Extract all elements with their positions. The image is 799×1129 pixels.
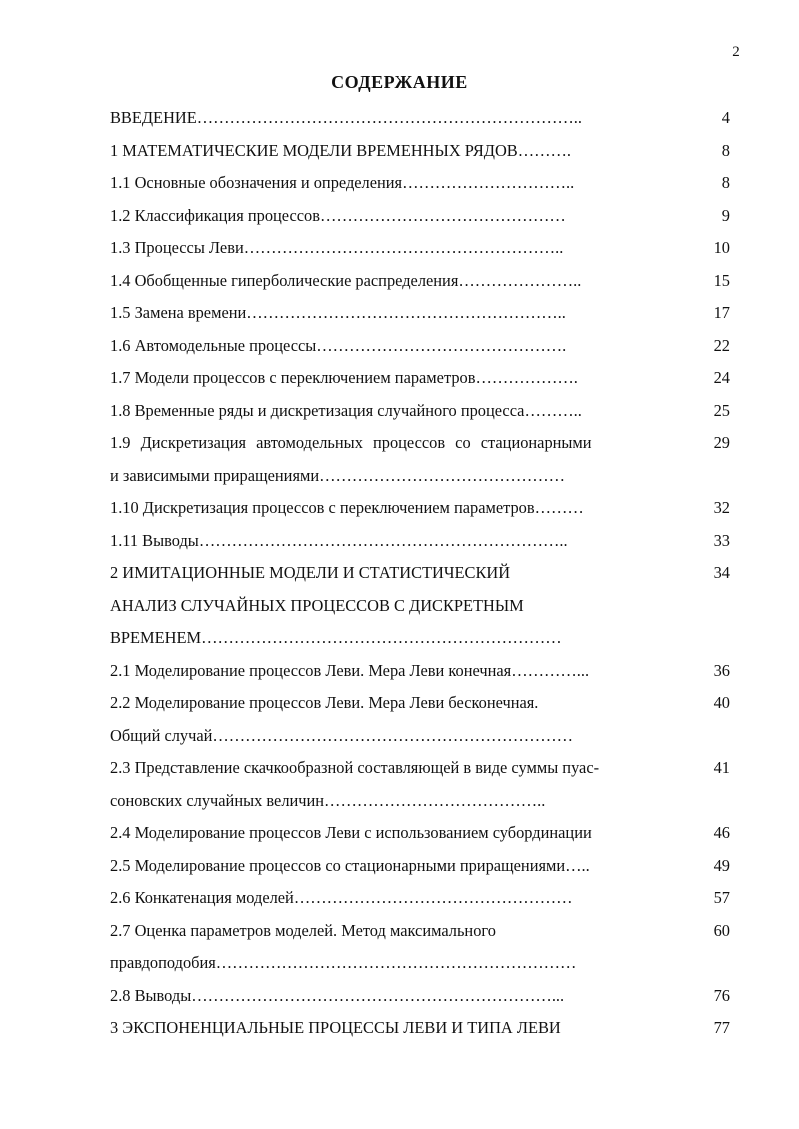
toc-entry-text: АНАЛИЗ СЛУЧАЙНЫХ ПРОЦЕССОВ С ДИСКРЕТНЫМ <box>110 595 524 615</box>
toc-entry <box>110 915 730 948</box>
toc-entry-text: 1.1 Основные обозначения и определения………………………….. <box>110 173 575 192</box>
toc-entry-page: 34 <box>713 563 730 582</box>
toc-entry <box>110 492 730 525</box>
toc-entry-text: соновских случайных величин………………………………….. <box>110 790 546 810</box>
toc-entry-text: Общий случай………………………………………………………… <box>110 725 573 745</box>
toc-entry-page: 49 <box>713 855 730 875</box>
toc-entry <box>110 330 730 363</box>
toc-entry-page: 33 <box>713 530 730 550</box>
toc-entry-page: 22 <box>713 335 730 355</box>
toc-entry-text: 1 МАТЕМАТИЧЕСКИЕ МОДЕЛИ ВРЕМЕННЫХ РЯДОВ………. <box>110 140 571 160</box>
toc-entry <box>110 135 730 168</box>
toc-entry-text: 2.5 Моделирование процессов со стационарными приращениями….. <box>110 855 590 875</box>
toc-entry-text: 1.6 Автомодельные процессы………………………………………. <box>110 335 567 355</box>
toc-entry-page: 24 <box>713 368 730 387</box>
toc-entry <box>110 460 730 493</box>
toc-entry <box>110 622 730 655</box>
toc-entry-page: 4 <box>721 108 730 127</box>
toc-entry-text: 1.3 Процессы Леви………………………………………………….. <box>110 238 564 257</box>
toc-entry-page: 46 <box>713 823 730 842</box>
toc-entry-page: 10 <box>713 238 730 257</box>
toc-entry-page: 9 <box>721 205 730 225</box>
toc-entry-page: 29 <box>713 433 730 452</box>
toc-entry <box>110 817 730 850</box>
toc-entry-text: 1.11 Выводы………………………………………………………….. <box>110 530 568 550</box>
toc-entry-text: 1.8 Временные ряды и дискретизация случайного процесса……….. <box>110 400 582 420</box>
toc-entry-text: 2 ИМИТАЦИОННЫЕ МОДЕЛИ И СТАТИСТИЧЕСКИЙ <box>110 563 511 582</box>
toc-entry <box>110 265 730 298</box>
toc-entry <box>110 525 730 558</box>
page-number: 2 <box>732 44 740 60</box>
toc-entry-page: 25 <box>713 400 730 420</box>
toc-entry-text: 1.9 Дискретизация автомодельных процессов со стационарными <box>110 433 592 452</box>
toc-entry-text: ВРЕМЕНЕМ………………………………………………………… <box>110 628 562 647</box>
toc-entry <box>110 850 730 883</box>
toc-entry-page: 40 <box>713 693 730 712</box>
toc-entry <box>110 557 730 590</box>
toc-entry-page: 57 <box>713 888 730 907</box>
toc-entry <box>110 167 730 200</box>
toc-entry-text: 2.2 Моделирование процессов Леви. Мера Леви бесконечная. <box>110 693 539 712</box>
toc-title: СОДЕРЖАНИЕ <box>331 72 468 92</box>
toc-entry <box>110 785 730 818</box>
toc-entry-text: 1.2 Классификация процессов……………………………………… <box>110 205 566 225</box>
toc-entry-page: 60 <box>713 920 730 940</box>
toc-entry <box>110 687 730 720</box>
toc-entry-page: 36 <box>713 660 730 680</box>
toc-entry-page: 77 <box>713 1018 730 1037</box>
toc-entry-text: 1.5 Замена времени………………………………………………….. <box>110 303 566 322</box>
toc-entry <box>110 1012 730 1045</box>
toc-entry <box>110 752 730 785</box>
toc-entry <box>110 297 730 330</box>
toc-entry-page: 76 <box>713 985 730 1005</box>
toc-entry <box>110 102 730 135</box>
toc-entry-page: 8 <box>721 140 730 160</box>
toc-entry-text: правдоподобия………………………………………………………… <box>110 953 577 972</box>
toc-entry-text: 2.1 Моделирование процессов Леви. Мера Леви конечная…………... <box>110 660 590 680</box>
toc-entry <box>110 882 730 915</box>
toc-entry <box>110 655 730 688</box>
toc-entry-page: 41 <box>713 758 730 777</box>
toc-entry-text: и зависимыми приращениями……………………………………… <box>110 465 565 485</box>
toc-entry <box>110 362 730 395</box>
toc-entry-page: 17 <box>713 303 730 322</box>
toc-entry-text: ВВЕДЕНИЕ…………………………………………………………….. <box>110 108 582 127</box>
toc-entry <box>110 232 730 265</box>
toc-entry <box>110 947 730 980</box>
toc-entry <box>110 427 730 460</box>
toc-entry <box>110 980 730 1013</box>
toc-entry <box>110 395 730 428</box>
toc-entry-text: 3 ЭКСПОНЕНЦИАЛЬНЫЕ ПРОЦЕССЫ ЛЕВИ И ТИПА ЛЕВИ <box>110 1018 561 1037</box>
toc-entry-text: 1.4 Обобщенные гиперболические распределения………………….. <box>110 270 582 290</box>
toc-entry-text: 2.3 Представление скачкообразной составляющей в виде суммы пуас- <box>110 758 600 777</box>
toc-entry-text: 1.10 Дискретизация процессов с переключением параметров……… <box>110 498 584 517</box>
toc-entry-text: 2.8 Выводы…………………………………………………………... <box>110 985 565 1005</box>
toc-entry <box>110 590 730 623</box>
toc-entry-text: 2.7 Оценка параметров моделей. Метод максимального <box>110 920 496 940</box>
toc-entry <box>110 200 730 233</box>
toc-entry-text: 1.7 Модели процессов с переключением параметров………………. <box>110 368 578 387</box>
toc-entry-text: 2.6 Конкатенация моделей…………………………………………… <box>110 888 573 907</box>
toc-entry-page: 8 <box>721 173 730 192</box>
toc-entry-text: 2.4 Моделирование процессов Леви с использованием субординации <box>110 823 592 842</box>
toc-entry-page: 15 <box>713 270 730 290</box>
toc-entry <box>110 720 730 753</box>
toc-entry-page: 32 <box>713 498 730 517</box>
table-of-contents <box>110 102 730 1045</box>
